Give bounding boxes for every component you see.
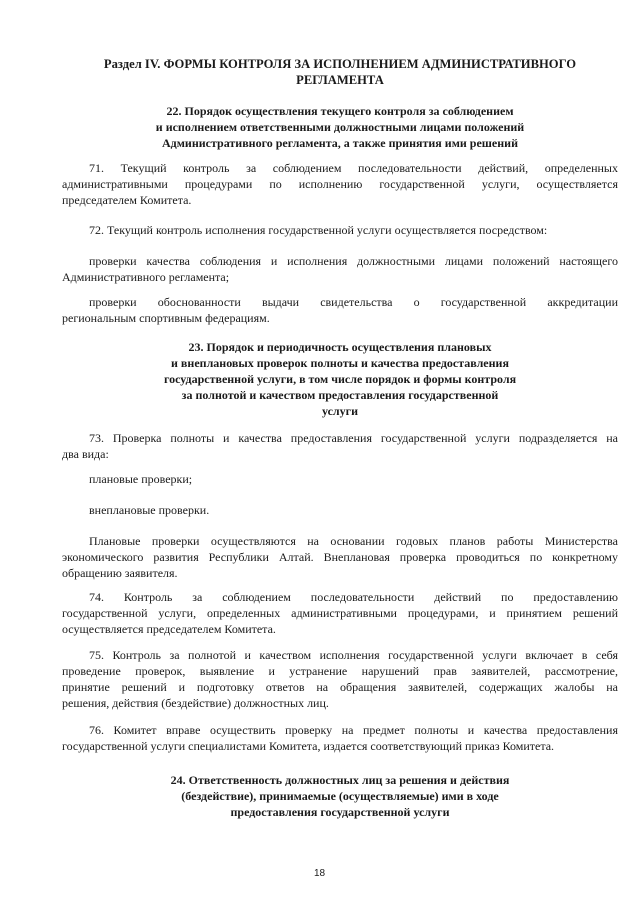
paragraph-line: государственной услуги, определенных административными процедурами, и принятием решений [62, 606, 618, 620]
page-number: 18 [313, 868, 326, 879]
heading-line: Административного регламента, а также принятия ими решений [162, 136, 518, 150]
paragraph-line: обращению заявителя. [62, 566, 178, 580]
paragraph-73c [62, 533, 618, 581]
heading-23 [62, 339, 618, 419]
paragraph-line: решения, действия (бездействие) должностных лиц. [62, 696, 329, 710]
paragraph-76 [62, 722, 618, 754]
paragraph-75 [62, 647, 618, 711]
heading-22 [62, 103, 618, 151]
paragraph-74 [62, 589, 618, 637]
heading-line: услуги [321, 404, 359, 418]
paragraph-line: проведение проверок, выявление и устранение нарушений прав заявителей, рассмотрение, [62, 664, 618, 678]
paragraph-line: проверки качества соблюдения и исполнения должностными лицами положений настоящего [89, 254, 618, 268]
paragraph-line: плановые проверки; [89, 472, 193, 486]
paragraph-72b [62, 294, 618, 326]
paragraph-line: два вида: [62, 447, 109, 461]
paragraph-line: 75. Контроль за полнотой и качеством исполнения государственной услуги включает в себя [89, 648, 618, 662]
paragraph-line: принятие решений и подготовку ответов на обращения заявителей, содержащих жалобы на [62, 680, 618, 694]
heading-line: за полнотой и качеством предоставления государственной [181, 388, 499, 402]
heading-line: и внеплановых проверок полноты и качества предоставления [171, 356, 509, 370]
heading-line: (бездействие), принимаемые (осуществляемые) ими в ходе [181, 789, 499, 803]
paragraph-line: 72. Текущий контроль исполнения государственной услуги осуществляется посредством: [89, 223, 548, 237]
paragraph-73b [62, 502, 618, 518]
paragraph-line: осуществляется председателем Комитета. [62, 622, 276, 636]
heading-24 [62, 772, 618, 820]
paragraph-line: 74. Контроль за соблюдением последовательности действий по предоставлению [89, 590, 618, 604]
heading-line: государственной услуги, в том числе порядок и формы контроля [163, 372, 517, 386]
paragraph-line: 76. Комитет вправе осуществить проверку на предмет полноты и качества предоставления [89, 723, 618, 737]
paragraph-line: Плановые проверки осуществляются на основании годовых планов работы Министерства [89, 534, 618, 548]
section-title-line: Раздел IV. ФОРМЫ КОНТРОЛЯ ЗА ИСПОЛНЕНИЕМ АДМИНИСТРАТИВНОГО [103, 57, 577, 71]
heading-line: 23. Порядок и периодичность осуществления плановых [188, 340, 492, 354]
paragraph-73 [62, 430, 618, 462]
paragraph-line: административными процедурами по исполнению государственной услуги, осуществляется [62, 177, 618, 191]
paragraph-line: 71. Текущий контроль за соблюдением последовательности действий, определенных [89, 161, 618, 175]
paragraph-line: региональным спортивным федерациям. [62, 311, 270, 325]
section-title [62, 56, 618, 88]
paragraph-line: Административного регламента; [62, 270, 230, 284]
paragraph-71 [62, 160, 618, 208]
paragraph-line: проверки обоснованности выдачи свидетельства о государственной аккредитации [89, 295, 618, 309]
paragraph-line: 73. Проверка полноты и качества предоставления государственной услуги подразделяется на [89, 431, 618, 445]
paragraph-73a [62, 471, 618, 487]
paragraph-line: внеплановые проверки. [89, 503, 210, 517]
section-title-line: РЕГЛАМЕНТА [296, 73, 384, 87]
paragraph-72a [62, 253, 618, 285]
heading-line: 24. Ответственность должностных лиц за решения и действия [170, 773, 510, 787]
paragraph-72 [62, 222, 618, 238]
heading-line: предоставления государственной услуги [230, 805, 450, 819]
paragraph-line: председателем Комитета. [62, 193, 192, 207]
heading-line: 22. Порядок осуществления текущего контроля за соблюдением [166, 104, 514, 118]
heading-line: и исполнением ответственными должностными лицами положений [155, 120, 525, 134]
paragraph-line: государственной услуги специалистами Комитета, издается соответствующий приказ Комитета. [62, 739, 555, 753]
paragraph-line: экономического развития Республики Алтай. Внеплановая проверка проводиться по конкретному [62, 550, 618, 564]
